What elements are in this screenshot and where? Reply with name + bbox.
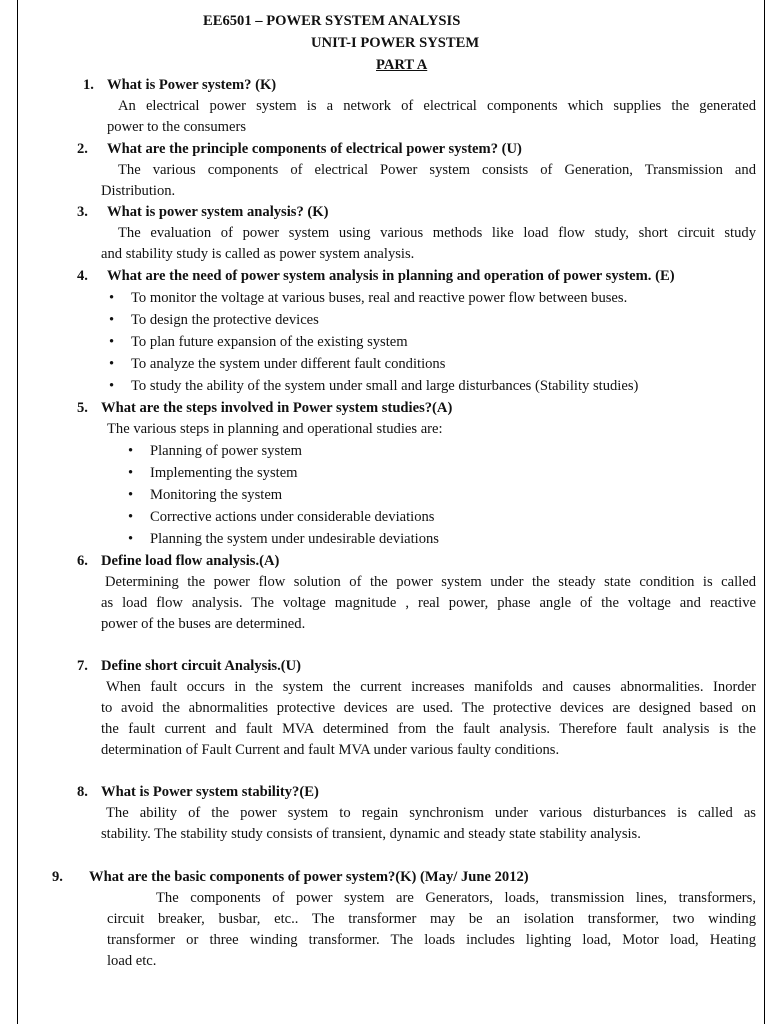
q5-bullet: • Implementing the system — [150, 463, 298, 484]
q9-answer-line3: transformer or three winding transformer. The loads includes lighting load, Motor load, Heating — [107, 932, 756, 948]
q3-answer-line1: The evaluation of power system using various methods like load flow study, short circuit study — [118, 225, 756, 241]
q4-bullet: • To monitor the voltage at various buses, real and reactive power flow between buses. — [131, 288, 627, 309]
q9-question: What are the basic components of power system?(K) (May/ June 2012) — [89, 869, 529, 885]
q4-question: What are the need of power system analysis in planning and operation of power system. (E) — [107, 268, 675, 284]
q9-answer-line4: load etc. — [107, 953, 157, 969]
q3-number: 3. — [77, 204, 88, 220]
q8-answer-line2: stability. The stability study consists of transient, dynamic and steady state stability analysis. — [101, 826, 641, 842]
q6-number: 6. — [77, 553, 88, 569]
q7-answer-line3: the fault current and fault MVA determined from the fault analysis. Therefore fault analysis is the — [101, 721, 756, 737]
q5-bullet: • Monitoring the system — [150, 485, 282, 506]
q6-answer-line1: Determining the power flow solution of the power system under the steady state condition is called — [105, 574, 756, 590]
q1-question: What is Power system? (K) — [107, 77, 277, 93]
q4-bullet: • To design the protective devices — [131, 310, 319, 331]
q4-number: 4. — [77, 268, 88, 284]
q7-answer-line4: determination of Fault Current and fault MVA under various faulty conditions. — [101, 742, 560, 758]
q8-number: 8. — [77, 784, 88, 800]
unit-title: UNIT-I POWER SYSTEM — [311, 35, 480, 51]
q8-question: What is Power system stability?(E) — [101, 784, 319, 800]
q5-number: 5. — [77, 400, 88, 416]
q8-answer-line1: The ability of the power system to regain synchronism under various disturbances is called as — [106, 805, 756, 821]
part-title: PART A — [376, 57, 428, 73]
q6-question: Define load flow analysis.(A) — [101, 553, 280, 569]
q5-question: What are the steps involved in Power system studies?(A) — [101, 400, 453, 416]
q7-number: 7. — [77, 658, 88, 674]
q6-answer-line3: power of the buses are determined. — [101, 616, 306, 632]
q2-question: What are the principle components of electrical power system? (U) — [107, 141, 522, 157]
q5-bullet: • Corrective actions under considerable deviations — [150, 507, 434, 528]
q9-answer-line1: The components of power system are Generators, loads, transmission lines, transformers, — [156, 890, 756, 906]
q1-number: 1. — [83, 77, 94, 93]
q1-answer-line1: An electrical power system is a network of electrical components which supplies the generated — [118, 98, 756, 114]
q5-bullet: • Planning the system under undesirable deviations — [150, 529, 439, 550]
page-border-right — [764, 0, 765, 1024]
q9-answer-line2: circuit breaker, busbar, etc.. The transformer may be an isolation transformer, two winding — [107, 911, 756, 927]
q4-bullet: • To study the ability of the system under small and large disturbances (Stability studies) — [131, 376, 638, 397]
q2-number: 2. — [77, 141, 88, 157]
page-border-left — [17, 0, 18, 1024]
q7-question: Define short circuit Analysis.(U) — [101, 658, 301, 674]
q5-intro: The various steps in planning and operational studies are: — [107, 421, 443, 437]
q2-answer-line1: The various components of electrical Power system consists of Generation, Transmission and — [118, 162, 756, 178]
q6-answer-line2: as load flow analysis. The voltage magnitude , real power, phase angle of the voltage and reactive — [101, 595, 756, 611]
q3-question: What is power system analysis? (K) — [107, 204, 329, 220]
q3-answer-line2: and stability study is called as power system analysis. — [101, 246, 415, 262]
q2-answer-line2: Distribution. — [101, 183, 176, 199]
q5-bullet: • Planning of power system — [150, 441, 302, 462]
q7-answer-line2: to avoid the abnormalities protective devices are used. The protective devices are designed based on — [101, 700, 756, 716]
q9-number: 9. — [52, 869, 63, 885]
q4-bullet: • To plan future expansion of the existing system — [131, 332, 408, 353]
q7-answer-line1: When fault occurs in the system the current increases manifolds and causes abnormalities. Inorder — [106, 679, 756, 695]
q1-answer-line2: power to the consumers — [107, 119, 247, 135]
q4-bullet: • To analyze the system under different fault conditions — [131, 354, 445, 375]
document-title: EE6501 – POWER SYSTEM ANALYSIS — [203, 13, 461, 29]
